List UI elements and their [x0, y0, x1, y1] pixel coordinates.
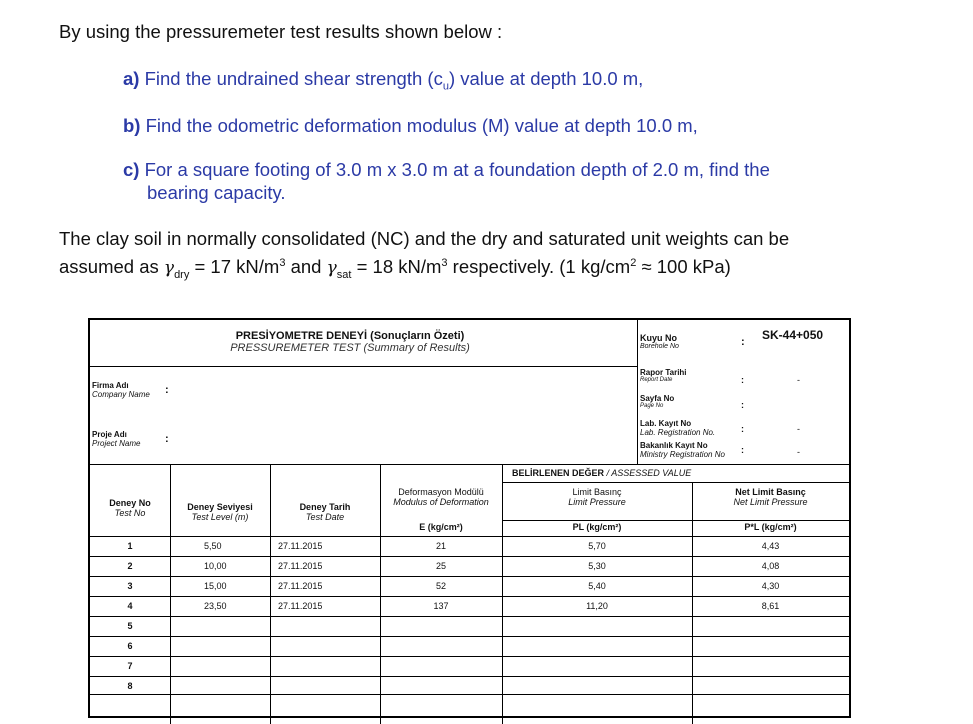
- assumption-line-1: The clay soil in normally consolidated (NC) and the dry and saturated unit weights can be: [59, 228, 790, 249]
- p2-b: = 17 kN/m: [189, 256, 280, 278]
- p2-b-sup: 3: [279, 257, 286, 269]
- col-net-label: Net Limit Basınç: [735, 487, 806, 497]
- assessed-value-header: [502, 468, 849, 478]
- gamma-dry-symbol: γ: [163, 258, 175, 279]
- question-b-label: b): [123, 115, 141, 136]
- lab-reg-block: [640, 419, 715, 437]
- col-date-label-en: Test Date: [305, 512, 345, 522]
- table-cell-no: 4: [127, 601, 133, 611]
- table-cell-no: 3: [127, 581, 133, 591]
- ministry-value: -: [797, 447, 800, 457]
- table-cell-date: 27.11.2015: [278, 601, 323, 611]
- borehole-label: Kuyu No: [640, 333, 677, 343]
- col-modulus-label: Deformasyon Modülü: [398, 487, 484, 497]
- project-label: Proje Adı: [92, 430, 127, 439]
- question-a-text: Find the undrained shear strength (c: [144, 68, 443, 89]
- gamma-sat-sub: sat: [336, 268, 352, 281]
- table-cell-PnL: 4,30: [761, 581, 780, 591]
- lab-reg-label-en: Lab. Registration No.: [640, 428, 716, 437]
- borehole-label-en: Borehole No: [640, 343, 679, 350]
- company-label-en: Company Name: [92, 390, 150, 399]
- table-cell-date: 27.11.2015: [278, 561, 323, 571]
- pressuremeter-results-sheet: [88, 318, 851, 718]
- p2-a: assumed as: [59, 256, 164, 278]
- question-a-tail: ) value at depth 10.0 m,: [448, 68, 644, 89]
- col-limit: [502, 487, 692, 507]
- company-block: [92, 381, 150, 399]
- assessed-label: BELİRLENEN DEĞER: [512, 468, 605, 478]
- sheet-title-block: [150, 330, 550, 354]
- ministry-reg-label-en: Ministry Registration No: [640, 450, 725, 459]
- table-cell-level: 5,50: [204, 541, 222, 551]
- sheet-subtitle: PRESSUREMETER TEST (Summary of Results): [230, 342, 470, 354]
- report-value: -: [797, 375, 800, 385]
- col-level-label: Deney Seviyesi: [187, 502, 253, 512]
- table-cell-no: 5: [127, 621, 133, 631]
- page-no-label-en: Page No: [640, 403, 664, 409]
- col-limit-label: Limit Basınç: [572, 487, 622, 497]
- report-date-block: [640, 368, 687, 383]
- col-test-no-label-en: Test No: [114, 508, 146, 518]
- project-label-en: Project Name: [92, 439, 141, 448]
- col-net-unit: P*L (kg/cm²): [744, 522, 797, 532]
- table-cell-PL: 5,30: [588, 561, 606, 571]
- question-a-sub: u: [442, 80, 449, 93]
- table-cell-PL: 5,40: [588, 581, 606, 591]
- gamma-sat-symbol: γ: [326, 258, 337, 279]
- p2-e-sup: 2: [630, 257, 637, 269]
- sheet-title: PRESİYOMETRE DENEYİ (Sonuçların Özeti): [235, 330, 465, 342]
- table-cell-PL: 11,20: [586, 601, 608, 611]
- assessed-label-en: / ASSESSED VALUE: [606, 468, 692, 478]
- question-b-text: Find the odometric deformation modulus (M) value at depth 10.0 m,: [145, 115, 698, 136]
- company-colon: :: [165, 384, 169, 396]
- table-cell-E: 25: [435, 561, 446, 571]
- question-c-text: For a square footing of 3.0 m x 3.0 m at a foundation depth of 2.0 m, find the: [144, 159, 770, 180]
- table-cell-no: 7: [127, 661, 133, 671]
- p2-e: respectively. (1 kg/cm: [447, 256, 631, 278]
- assumption-paragraph: [59, 227, 889, 287]
- col-modulus-label-en: Modulus of Deformation: [393, 497, 489, 507]
- page-no-label: Sayfa No: [640, 394, 675, 403]
- report-colon: :: [741, 375, 744, 385]
- col-modulus: [380, 487, 502, 507]
- project-block: [92, 430, 140, 448]
- col-level-label-en: Test Level (m): [191, 512, 249, 522]
- table-cell-level: 15,00: [204, 581, 227, 591]
- borehole-colon: :: [741, 336, 745, 348]
- table-cell-E: 137: [433, 601, 449, 611]
- table-cell-level: 10,00: [204, 561, 227, 571]
- table-cell-no: 2: [127, 561, 133, 571]
- ministry-colon: :: [741, 445, 744, 455]
- lab-value: -: [797, 424, 800, 434]
- report-date-label-en: Report Date: [640, 377, 673, 383]
- question-c-label: c): [123, 159, 140, 180]
- project-colon: :: [165, 433, 169, 445]
- company-label: Firma Adı: [92, 381, 129, 390]
- page-colon: :: [741, 400, 744, 410]
- table-cell-level: 23,50: [204, 601, 227, 611]
- col-test-date: [270, 502, 380, 522]
- col-net: [692, 487, 849, 507]
- report-date-label: Rapor Tarihi: [640, 368, 687, 377]
- ministry-reg-label: Bakanlık Kayıt No: [640, 441, 708, 450]
- col-test-level: [170, 502, 270, 522]
- col-limit-label-en: Limit Pressure: [568, 497, 626, 507]
- lab-reg-label: Lab. Kayıt No: [640, 419, 692, 428]
- p2-d-sup: 3: [441, 257, 448, 269]
- intro-text: By using the pressuremeter test results shown below :: [59, 21, 503, 42]
- page-no-block: [640, 394, 674, 409]
- col-test-no: [90, 498, 170, 518]
- col-modulus-unit: E (kg/cm²): [419, 522, 463, 532]
- table-cell-date: 27.11.2015: [278, 581, 323, 591]
- p2-c: and: [285, 256, 327, 278]
- borehole-label-block: [640, 333, 679, 350]
- gamma-dry-sub: dry: [174, 268, 190, 281]
- table-cell-E: 52: [435, 581, 446, 591]
- col-test-no-label: Deney No: [109, 498, 151, 508]
- borehole-value: SK-44+050: [762, 328, 824, 342]
- table-cell-PnL: 4,43: [761, 541, 780, 551]
- table-cell-no: 1: [127, 541, 133, 551]
- ministry-reg-block: [640, 441, 725, 459]
- col-limit-unit: PL (kg/cm²): [572, 522, 622, 532]
- table-cell-E: 21: [435, 541, 446, 551]
- col-net-label-en: Net Limit Pressure: [733, 497, 808, 507]
- question-c-line2: bearing capacity.: [147, 182, 286, 203]
- table-cell-no: 8: [127, 681, 133, 691]
- question-c: [123, 159, 770, 181]
- table-cell-date: 27.11.2015: [278, 541, 323, 551]
- col-date-label: Deney Tarih: [299, 502, 351, 512]
- table-cell-PnL: 8,61: [761, 601, 780, 611]
- p2-f: ≈ 100 kPa): [636, 256, 731, 278]
- assumption-line-2: [59, 251, 889, 287]
- table-cell-PL: 5,70: [588, 541, 606, 551]
- table-cell-no: 6: [127, 641, 133, 651]
- question-a: [123, 68, 643, 93]
- table-cell-PnL: 4,08: [761, 561, 780, 571]
- question-b: [123, 115, 698, 137]
- p2-d: = 18 kN/m: [351, 256, 442, 278]
- question-a-label: a): [123, 68, 140, 89]
- lab-colon: :: [741, 424, 744, 434]
